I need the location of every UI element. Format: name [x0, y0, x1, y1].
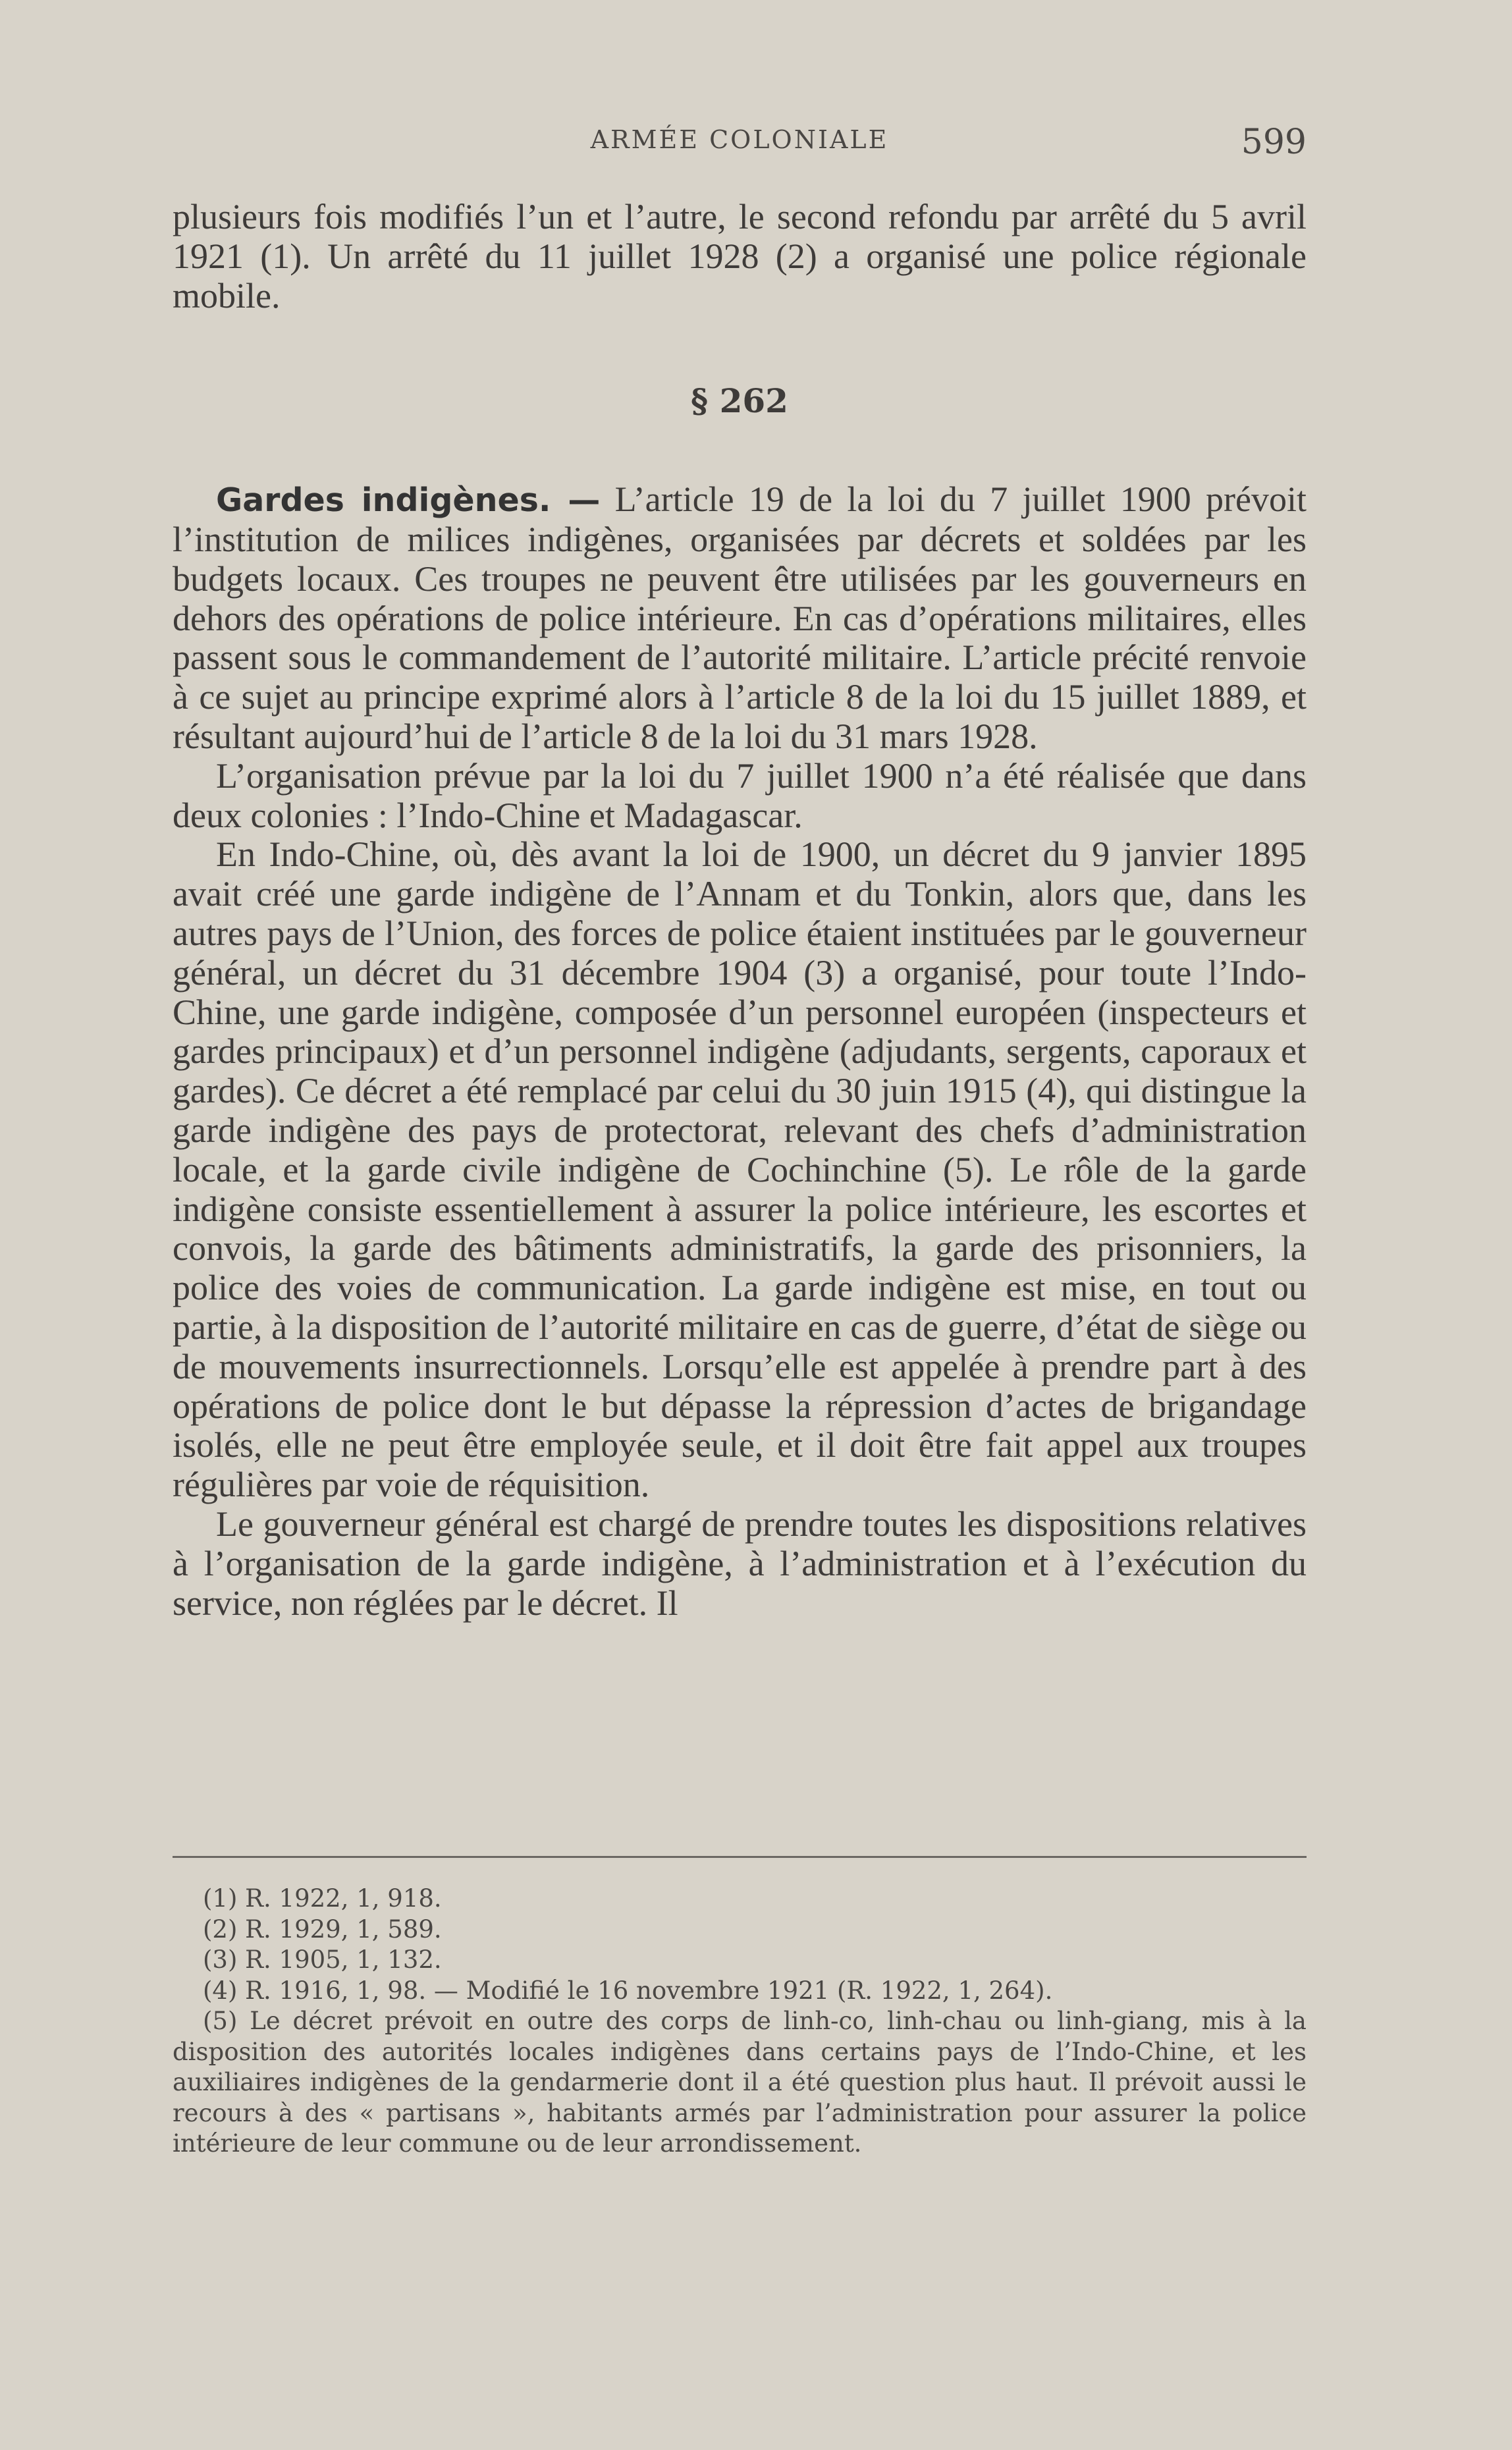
paragraph-gouverneur: Le gouverneur général est chargé de prendre toutes les dispositions relatives à l’organisation de la garde indigène, à l’administration et à l’exécution du service, non réglées par le décret. Il: [173, 1504, 1307, 1623]
footnote-2: (2) R. 1929, 1, 589.: [203, 1915, 442, 1944]
footnote-4: (4) R. 1916, 1, 98. — Modifié le 16 novembre 1921 (R. 1922, 1, 264).: [203, 1976, 1053, 2005]
paragraph-text: L’article 19 de la loi du 7 juillet 1900 prévoit l’institution de milices indigènes, organisées par décrets et soldées par les budgets locaux. Ces troupes ne peuvent être utilisées par les gouverneurs en dehors des opérations de police intérieure. En cas d’opérations militaires, elles passent sous le commandement de l’autorité militaire. L’article précité renvoie à ce sujet au principe exprimé alors à l’article 8 de la loi du 15 juillet 1889, et résultant aujourd’hui de l’article 8 de la loi du 31 mars 1928.: [173, 479, 1307, 756]
page-header: [173, 122, 1307, 171]
footnote-5: (5) Le décret prévoit en outre des corps de linh-co, linh-chau ou linh-giang, mis à la disposition des autorités locales indigènes dans certains pays de l’Indo-Chine, et les auxiliaires indigènes de la gendarmerie dont il a été question plus haut. Il prévoit aussi le recours à des « partisans », habitants armés par l’administration pour assurer la police intérieure de leur commune ou de leur arrondissement.: [173, 2007, 1307, 2158]
paragraph-organisation: L’organisation prévue par la loi du 7 juillet 1900 n’a été réalisée que dans deux colonies : l’Indo-Chine et Madagascar.: [173, 755, 1307, 835]
main-text: [173, 198, 1307, 1623]
section-heading: § 262: [691, 381, 788, 421]
footnotes: [173, 1884, 1307, 2160]
paragraph-gardes-indigenes: [173, 480, 1307, 757]
paragraph-lead-title: Gardes indigènes. —: [216, 481, 601, 520]
footnote-3: (3) R. 1905, 1, 132.: [203, 1946, 442, 1974]
paragraph-indochine: En Indo-Chine, où, dès avant la loi de 1900, un décret du 9 janvier 1895 avait créé une garde indigène de l’Annam et du Tonkin, alors que, dans les autres pays de l’Union, des forces de police étaient instituées par le gouverneur général, un décret du 31 décembre 1904 (3) a organisé, pour toute l’Indo-Chine, une garde indigène, composée d’un personnel européen (inspecteurs et gardes principaux) et d’un personnel indigène (adjudants, sergents, caporaux et gardes). Ce décret a été remplacé par celui du 30 juin 1915 (4), qui distingue la garde indigène des pays de protectorat, relevant des chefs d’administration locale, et la garde civile indigène de Cochinchine (5). Le rôle de la garde indigène consiste essentiellement à assurer la police intérieure, les escortes et convois, la garde des bâtiments administratifs, la garde des prisonniers, la police des voies de communication. La garde indigène est mise, en tout ou partie, à la disposition de l’autorité militaire en cas de guerre, d’état de siège ou de mouvements insurrectionnels. Lorsqu’elle est appelée à prendre part à des opérations de police dont le but dépasse la répression d’actes de brigandage isolés, elle ne peut être employée seule, et il doit être fait appel aux troupes régulières par voie de réquisition.: [173, 834, 1307, 1505]
footnote-divider: [173, 1856, 1307, 1858]
footnote-1: (1) R. 1922, 1, 918.: [203, 1884, 442, 1913]
running-title: ARMÉE COLONIALE: [590, 125, 889, 154]
page-number: 599: [1241, 122, 1307, 162]
paragraph-continuation: plusieurs fois modifiés l’un et l’autre, le second refondu par arrêté du 5 avril 1921 (1). Un arrêté du 11 juillet 1928 (2) a organisé une police régionale mobile.: [173, 197, 1307, 315]
